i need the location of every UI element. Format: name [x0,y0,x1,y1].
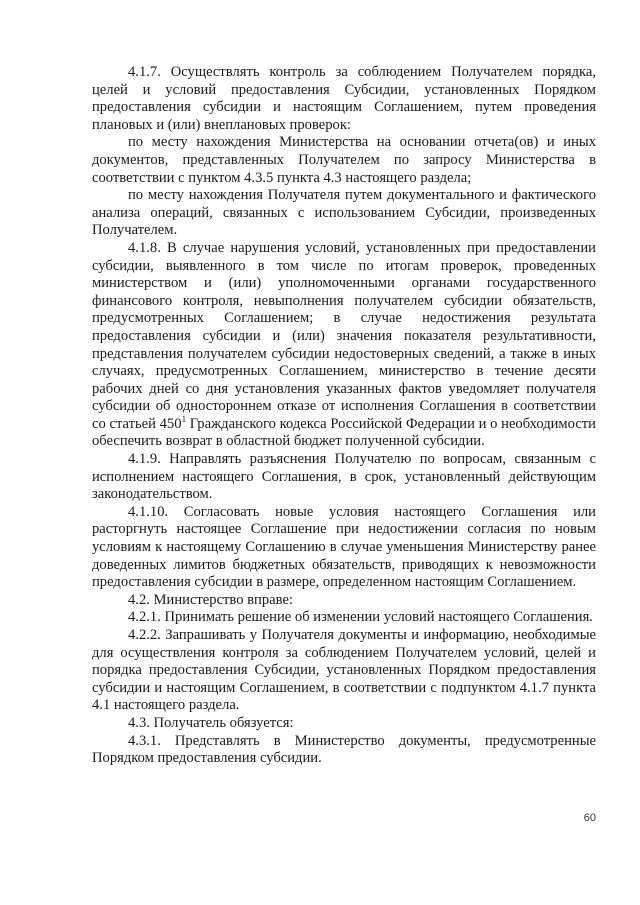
paragraph-4-2-2: 4.2.2. Запрашивать у Получателя документы и информацию, необходимые для осуществления контроля за соблюдением Получателем условий, целей и порядка предоставления Субсидии, установленных Порядком предоставления субсидии и настоящим Соглашением, в соответствии с подпунктом 4.1.7 пункта 4.1 настоящего раздела. [92,627,596,714]
paragraph-4-3: 4.3. Получатель обязуется: [128,714,294,731]
document-body [92,64,596,768]
superscript: 1 [181,414,187,425]
paragraph-4-1-7: 4.1.7. Осуществлять контроль за соблюдением Получателем порядка, целей и условий предоставления Субсидии, установленных Порядком предоставления субсидии и настоящим Соглашением, путем проведения плановых и (или) внеплановых проверок: [92,64,596,133]
paragraph-4-1-9: 4.1.9. Направлять разъяснения Получателю по вопросам, связанным с исполнением настоящего Соглашения, в срок, установленный действующим законодательством. [92,451,596,503]
paragraph-4-1-8-text: 4.1.8. В случае нарушения условий, установленных при предоставлении субсидии, выявленного в том числе по итогам проверок, проведенных министерством и (или) уполномоченными органами государственного финансового контроля, невыполнения получателем субсидии обязательств, предусмотренных Соглашением; в случае недостижения результата предоставления субсидии и (или) значения показателя результативности, представления получателем субсидии недостоверных сведений, а также в иных случаях, предусмотренных Соглашением, министерство в течение десяти рабочих дней со дня установления указанных фактов уведомляет получателя субсидии об одностороннем отказе от исполнения Соглашения в соответствии со статьей 450 [92,239,596,432]
paragraph-4-3-1: 4.3.1. Представлять в Министерство документы, предусмотренные Порядком предоставления субсидии. [92,732,596,767]
paragraph-4-1-10: 4.1.10. Согласовать новые условия настоящего Соглашения или расторгнуть настоящее Соглашение при недостижении согласия по новым условиям к настоящему Соглашению в случае уменьшения Министерству ранее доведенных лимитов бюджетных обязательств, приводящих к невозможности предоставления субсидии в размере, определенном настоящим Соглашением. [92,503,596,591]
paragraph-4-1-8-tail: Гражданского кодекса Российской Федерации и о необходимости обеспечить возврат в областной бюджет полученной субсидии. [92,415,596,450]
paragraph-4-2: 4.2. Министерство вправе: [128,591,293,608]
paragraph-4-1-8 [92,240,596,451]
paragraph-recipient-location: по месту нахождения Получателя путем документального и фактического анализа операций, связанных с использованием Субсидии, произведенных Получателем. [92,187,596,239]
page-number: 60 [583,812,596,824]
paragraph-ministry-location: по месту нахождения Министерства на основании отчета(ов) и иных документов, представленных Получателем по запросу Министерства в соответствии с пунктом 4.3.5 пункта 4.3 настоящего раздела; [92,134,596,186]
paragraph-4-2-1: 4.2.1. Принимать решение об изменении условий настоящего Соглашения. [128,609,593,626]
